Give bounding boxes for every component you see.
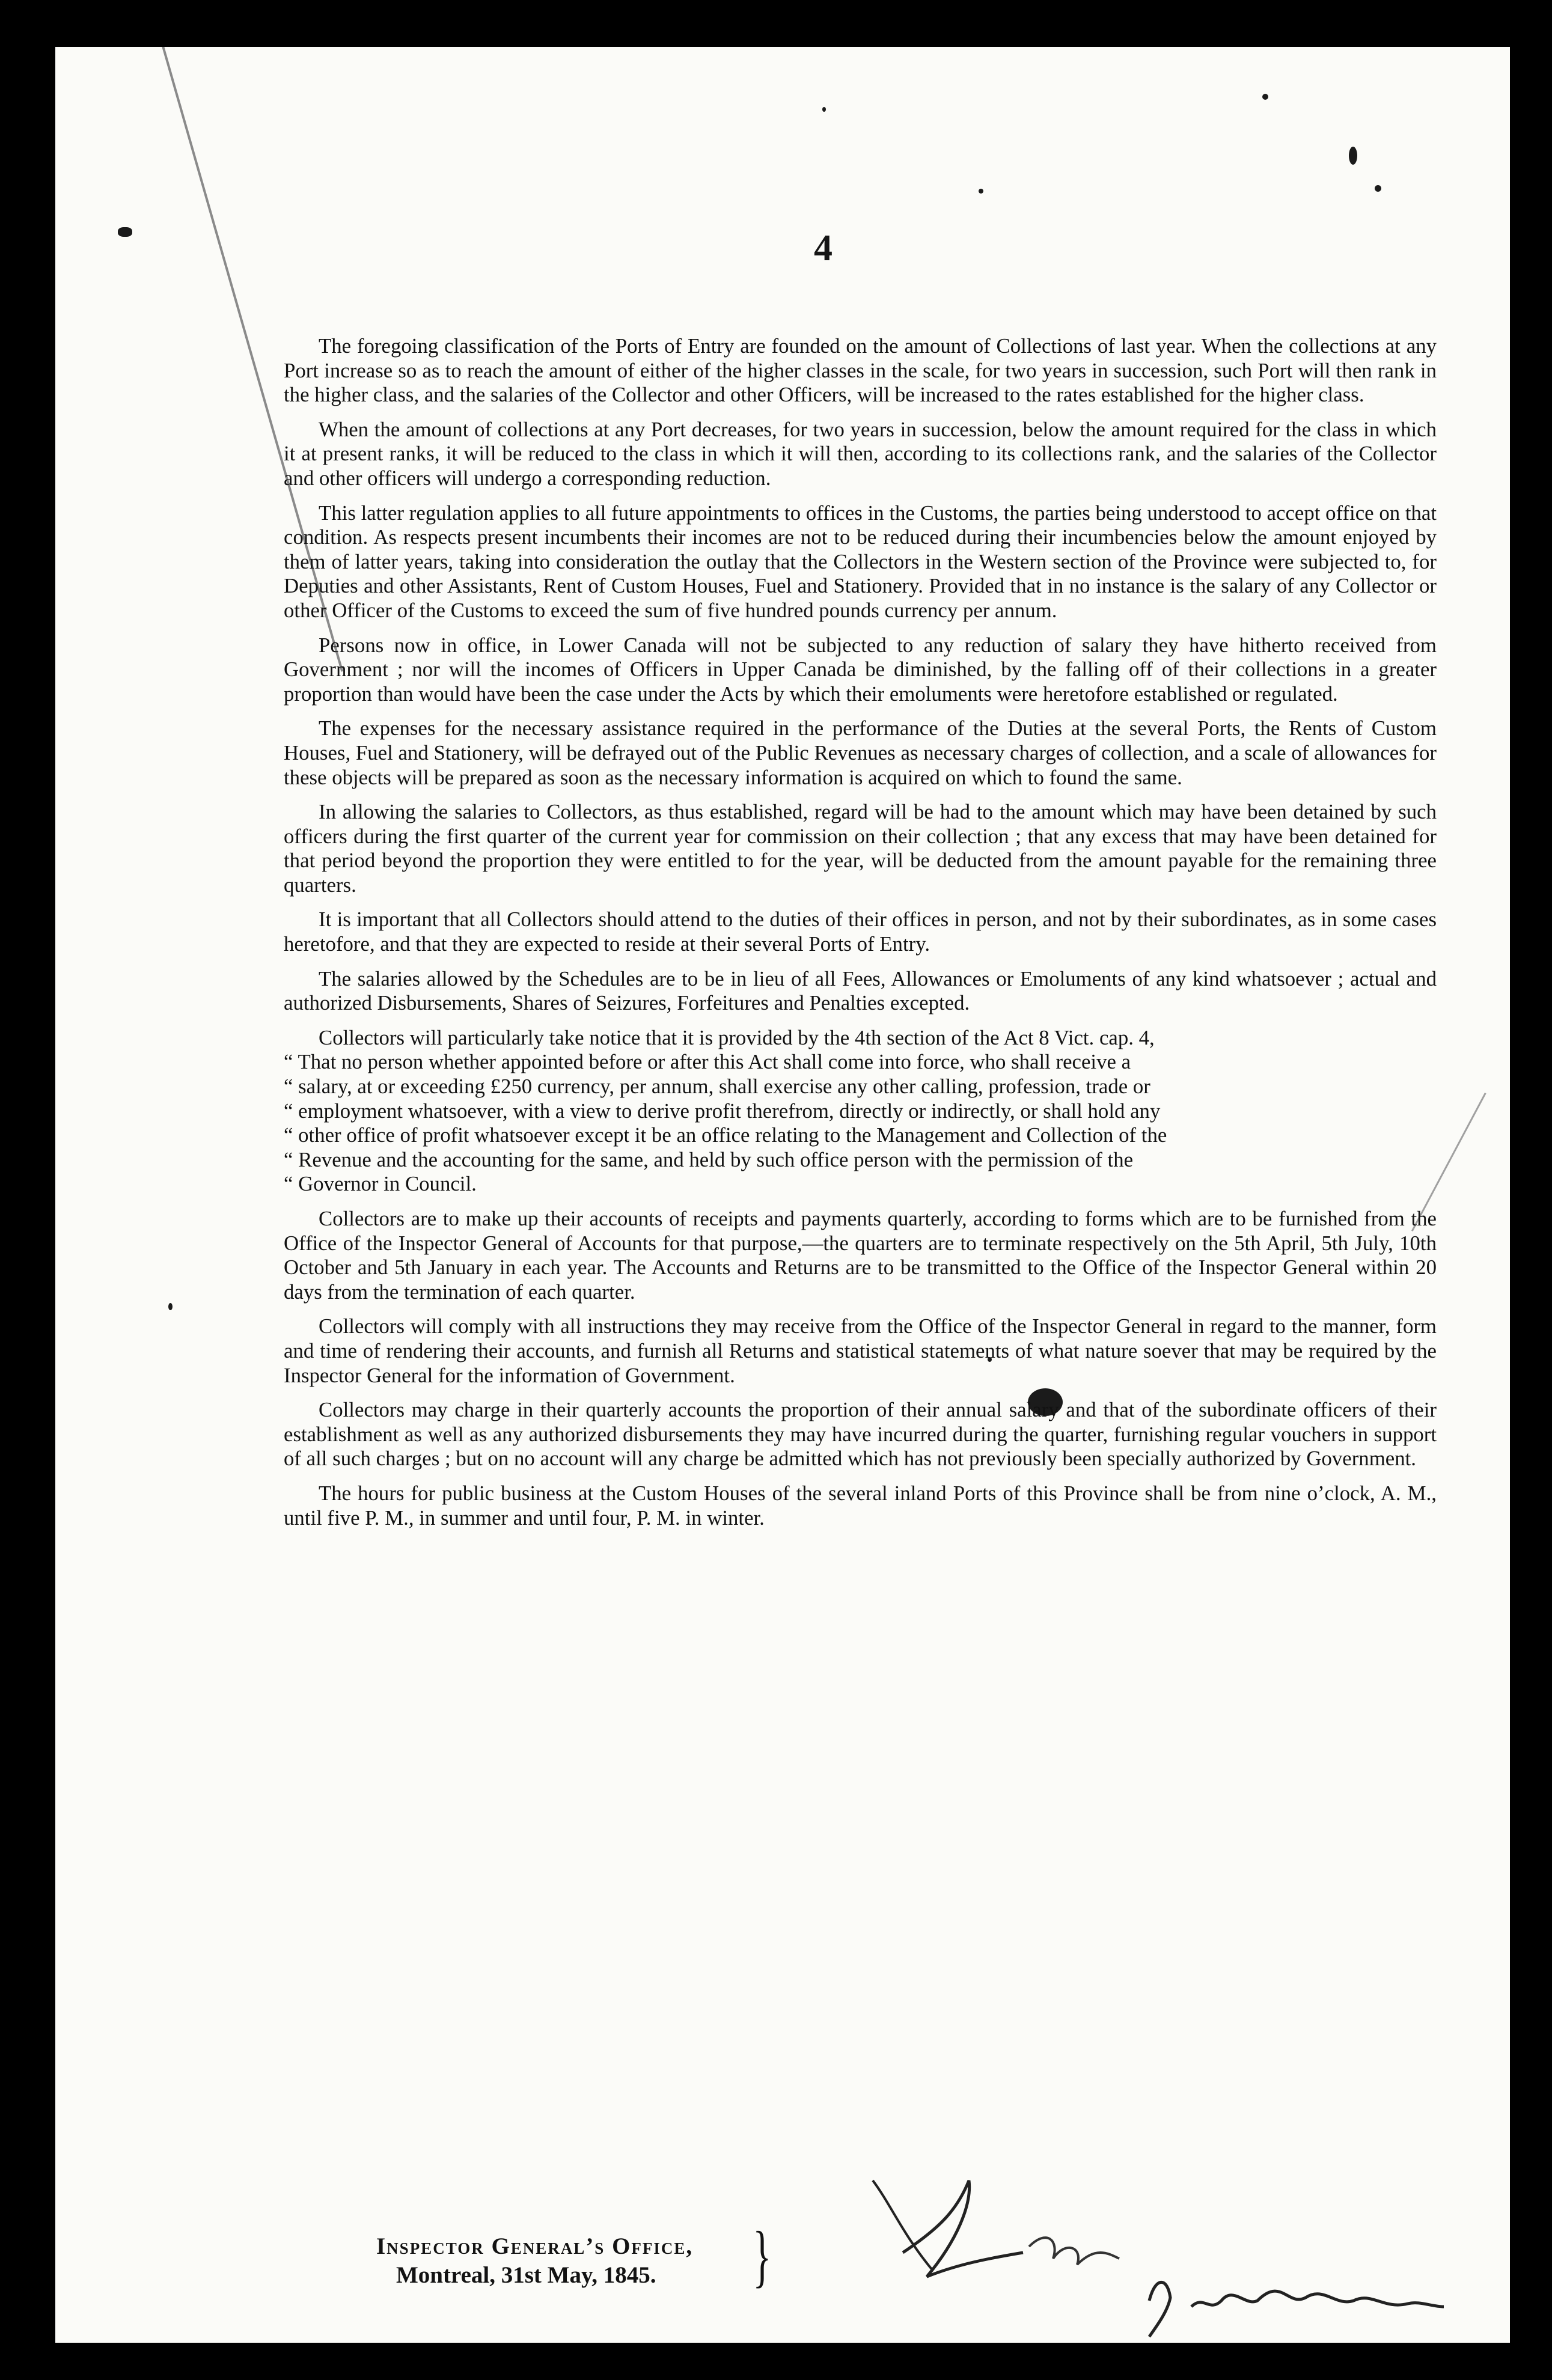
- closing-brace: }: [753, 2218, 772, 2295]
- paragraph: When the amount of collections at any Port decreases, for two years in succession, below the amount required for the class in which it at present ranks, it will be reduced to the class in which it will then, according to its collections rank, and the salaries of the Collector and other officers will undergo a corresponding reduction.: [284, 417, 1437, 490]
- closing-block: [376, 2232, 693, 2290]
- paragraph: It is important that all Collectors should attend to the duties of their offices in person, and not by their subordinates, as in some cases heretofore, and that they are expected to reside at their several Ports of Entry.: [284, 908, 1437, 956]
- ink-speck: [168, 1303, 173, 1310]
- quote-line: “ other office of profit whatsoever except it be an office relating to the Management and Collection of the: [284, 1123, 1167, 1147]
- quote-line: “ Revenue and the accounting for the same, and held by such office person with the permission of the: [284, 1147, 1134, 1171]
- place-date: Montreal, 31st May, 1845.: [396, 2262, 656, 2288]
- paragraph: Collectors will comply with all instructions they may receive from the Office of the Inspector General in regard to the manner, form and time of rendering their accounts, and furnish all Returns and statistical statements of what nature soever that may be required by the Inspector General for the information of Government.: [284, 1314, 1437, 1387]
- ink-speck: [118, 227, 132, 237]
- ink-speck: [1349, 147, 1357, 165]
- ink-speck: [1262, 94, 1268, 100]
- paragraph: Collectors will particularly take notice that it is provided by the 4th section of the Act 8 Vict. cap. 4,: [319, 1025, 1155, 1049]
- document-body: [284, 334, 1437, 1540]
- ink-speck: [822, 107, 826, 112]
- quote-line: “ salary, at or exceeding £250 currency, per annum, shall exercise any other calling, profession, trade or: [284, 1075, 1150, 1099]
- quote-line: “ employment whatsoever, with a view to derive profit therefrom, directly or indirectly, or shall hold any: [284, 1099, 1161, 1123]
- signature: [867, 2156, 1474, 2343]
- paragraph: The foregoing classification of the Ports of Entry are founded on the amount of Collections of last year. When the collections at any Port increase so as to reach the amount of either of the higher classes in the scale, for two years in succession, such Port will then rank in the higher class, and the salaries of the Collector and other Officers, will be increased to the rates established for the higher class.: [284, 334, 1437, 407]
- paragraph: The salaries allowed by the Schedules are to be in lieu of all Fees, Allowances or Emoluments of any kind whatsoever ; actual and authorized Disbursements, Shares of Seizures, Forfeitures and Penalties excepted.: [284, 966, 1437, 1015]
- paragraph: The hours for public business at the Custom Houses of the several inland Ports of this Province shall be from nine o’clock, A. M., until five P. M., in summer and until four, P. M. in winter.: [284, 1481, 1437, 1530]
- quote-line: “ That no person whether appointed before or after this Act shall come into force, who shall receive a: [284, 1050, 1131, 1074]
- office-name: Inspector General’s Office,: [376, 2233, 694, 2259]
- ink-speck: [979, 189, 983, 194]
- paragraph: This latter regulation applies to all future appointments to offices in the Customs, the parties being understood to accept office on that condition. As respects present incumbents their incomes are not to be reduced during their incumbencies below the amount enjoyed by them of latter years, taking into consideration the outlay that the Collectors in the Western section of the Province were subjected to, for Deputies and other Assistants, Rent of Custom Houses, Fuel and Stationery. Provided that in no instance is the salary of any Collector or other Officer of the Customs to exceed the sum of five hundred pounds currency per annum.: [284, 501, 1437, 622]
- paragraph: Persons now in office, in Lower Canada will not be subjected to any reduction of salary they have hitherto received from Government ; nor will the incomes of Officers in Upper Canada be diminished, by the falling off of their collections in a greater proportion than would have been the case under the Acts by which their emoluments were heretofore established or regulated.: [284, 633, 1437, 706]
- paragraph: Collectors may charge in their quarterly accounts the proportion of their annual salary and that of the subordinate officers of their establishment as well as any authorized disbursements they may have incurred during the quarter, furnishing regular vouchers in support of all such charges ; but on no account will any charge be admitted which has not previously been specially authorized by Government.: [284, 1398, 1437, 1471]
- paragraph: In allowing the salaries to Collectors, as thus established, regard will be had to the amount which may have been detained by such officers during the first quarter of the current year for commission on their collection ; that any excess that may have been detained for that period beyond the proportion they were entitled to for the year, will be deducted from the amount payable for the remaining three quarters.: [284, 800, 1437, 897]
- ink-speck: [1375, 185, 1381, 192]
- paragraph: The expenses for the necessary assistance required in the performance of the Duties at the several Ports, the Rents of Custom Houses, Fuel and Stationery, will be defrayed out of the Public Revenues as necessary charges of collection, and a scale of allowances for these objects will be prepared as soon as the necessary information is acquired on which to found the same.: [284, 716, 1437, 789]
- paragraph: Collectors are to make up their accounts of receipts and payments quarterly, according to forms which are to be furnished from the Office of the Inspector General of Accounts for that purpose,—the quarters are to terminate respectively on the 5th April, 5th July, 10th October and 5th January in each year. The Accounts and Returns are to be transmitted to the Office of the Inspector General within 20 days from the termination of each quarter.: [284, 1207, 1437, 1304]
- act-quotation: [284, 1050, 1437, 1197]
- page-number: 4: [814, 228, 833, 269]
- quote-line: “ Governor in Council.: [284, 1172, 477, 1196]
- document-page: [55, 47, 1510, 2343]
